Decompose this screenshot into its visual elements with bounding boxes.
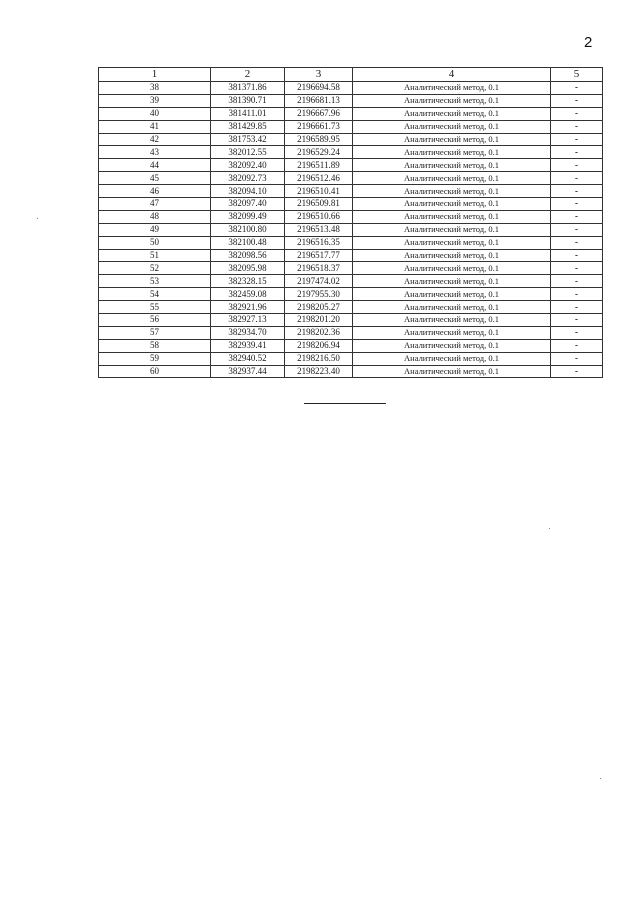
cell-point-number: 49 xyxy=(99,223,211,236)
coordinates-table xyxy=(98,67,603,378)
cell-coord-y: 2196511.89 xyxy=(285,159,353,172)
cell-method: Аналитический метод, 0.1 xyxy=(353,249,551,262)
cell-coord-x: 382012.55 xyxy=(211,146,285,159)
cell-coord-y: 2196589.95 xyxy=(285,133,353,146)
cell-point-number: 55 xyxy=(99,301,211,314)
cell-note: - xyxy=(551,326,603,339)
cell-method: Аналитический метод, 0.1 xyxy=(353,275,551,288)
cell-coord-y: 2196512.46 xyxy=(285,172,353,185)
table-row xyxy=(99,339,603,352)
cell-coord-x: 382940.52 xyxy=(211,352,285,365)
cell-coord-x: 382095.98 xyxy=(211,262,285,275)
cell-note: - xyxy=(551,120,603,133)
scan-speck xyxy=(600,778,601,779)
cell-note: - xyxy=(551,107,603,120)
cell-coord-y: 2196681.13 xyxy=(285,94,353,107)
cell-method: Аналитический метод, 0.1 xyxy=(353,159,551,172)
table-row xyxy=(99,120,603,133)
cell-method: Аналитический метод, 0.1 xyxy=(353,146,551,159)
cell-coord-y: 2198216.50 xyxy=(285,352,353,365)
cell-coord-y: 2198223.40 xyxy=(285,365,353,378)
cell-point-number: 56 xyxy=(99,314,211,327)
cell-point-number: 50 xyxy=(99,236,211,249)
cell-coord-x: 382098.56 xyxy=(211,249,285,262)
table-row xyxy=(99,185,603,198)
cell-method: Аналитический метод, 0.1 xyxy=(353,314,551,327)
table-row xyxy=(99,236,603,249)
cell-point-number: 47 xyxy=(99,198,211,211)
table-row xyxy=(99,262,603,275)
cell-note: - xyxy=(551,288,603,301)
cell-point-number: 57 xyxy=(99,326,211,339)
cell-point-number: 40 xyxy=(99,107,211,120)
cell-coord-y: 2196509.81 xyxy=(285,198,353,211)
table-row xyxy=(99,82,603,95)
cell-method: Аналитический метод, 0.1 xyxy=(353,107,551,120)
cell-note: - xyxy=(551,249,603,262)
cell-coord-y: 2196661.73 xyxy=(285,120,353,133)
table-row xyxy=(99,159,603,172)
cell-note: - xyxy=(551,314,603,327)
table-row xyxy=(99,352,603,365)
cell-point-number: 59 xyxy=(99,352,211,365)
scan-speck xyxy=(37,218,38,219)
cell-coord-x: 381429.85 xyxy=(211,120,285,133)
table-row xyxy=(99,301,603,314)
cell-note: - xyxy=(551,339,603,352)
cell-note: - xyxy=(551,275,603,288)
cell-note: - xyxy=(551,301,603,314)
cell-coord-x: 381371.86 xyxy=(211,82,285,95)
cell-coord-x: 382937.44 xyxy=(211,365,285,378)
cell-note: - xyxy=(551,159,603,172)
cell-note: - xyxy=(551,82,603,95)
cell-note: - xyxy=(551,172,603,185)
cell-coord-y: 2196694.58 xyxy=(285,82,353,95)
cell-coord-y: 2198205.27 xyxy=(285,301,353,314)
table-row xyxy=(99,288,603,301)
cell-coord-y: 2196518.37 xyxy=(285,262,353,275)
cell-point-number: 48 xyxy=(99,210,211,223)
table-row xyxy=(99,223,603,236)
cell-coord-y: 2198206.94 xyxy=(285,339,353,352)
table-row xyxy=(99,249,603,262)
cell-coord-y: 2196667.96 xyxy=(285,107,353,120)
cell-note: - xyxy=(551,94,603,107)
cell-note: - xyxy=(551,236,603,249)
cell-method: Аналитический метод, 0.1 xyxy=(353,352,551,365)
cell-coord-y: 2197474.02 xyxy=(285,275,353,288)
cell-method: Аналитический метод, 0.1 xyxy=(353,301,551,314)
cell-coord-x: 382092.40 xyxy=(211,159,285,172)
cell-point-number: 60 xyxy=(99,365,211,378)
table-row xyxy=(99,326,603,339)
cell-note: - xyxy=(551,262,603,275)
scan-speck xyxy=(549,528,550,529)
cell-method: Аналитический метод, 0.1 xyxy=(353,133,551,146)
cell-coord-x: 382927.13 xyxy=(211,314,285,327)
cell-coord-y: 2197955.30 xyxy=(285,288,353,301)
cell-method: Аналитический метод, 0.1 xyxy=(353,326,551,339)
cell-note: - xyxy=(551,223,603,236)
cell-method: Аналитический метод, 0.1 xyxy=(353,172,551,185)
cell-point-number: 58 xyxy=(99,339,211,352)
cell-coord-y: 2196510.66 xyxy=(285,210,353,223)
cell-coord-y: 2196510.41 xyxy=(285,185,353,198)
cell-coord-x: 382092.73 xyxy=(211,172,285,185)
cell-note: - xyxy=(551,352,603,365)
cell-coord-x: 382100.48 xyxy=(211,236,285,249)
cell-point-number: 54 xyxy=(99,288,211,301)
cell-method: Аналитический метод, 0.1 xyxy=(353,262,551,275)
cell-note: - xyxy=(551,198,603,211)
cell-method: Аналитический метод, 0.1 xyxy=(353,198,551,211)
cell-point-number: 46 xyxy=(99,185,211,198)
cell-coord-x: 382328.15 xyxy=(211,275,285,288)
cell-coord-y: 2196529.24 xyxy=(285,146,353,159)
cell-coord-x: 382099.49 xyxy=(211,210,285,223)
cell-coord-x: 382100.80 xyxy=(211,223,285,236)
cell-method: Аналитический метод, 0.1 xyxy=(353,185,551,198)
table-row xyxy=(99,146,603,159)
cell-method: Аналитический метод, 0.1 xyxy=(353,223,551,236)
cell-method: Аналитический метод, 0.1 xyxy=(353,120,551,133)
table-row xyxy=(99,107,603,120)
cell-coord-x: 381411.01 xyxy=(211,107,285,120)
cell-point-number: 45 xyxy=(99,172,211,185)
cell-point-number: 38 xyxy=(99,82,211,95)
header-col-4: 4 xyxy=(353,68,551,82)
cell-point-number: 51 xyxy=(99,249,211,262)
header-col-5: 5 xyxy=(551,68,603,82)
table-row xyxy=(99,314,603,327)
table-row xyxy=(99,172,603,185)
cell-method: Аналитический метод, 0.1 xyxy=(353,82,551,95)
cell-method: Аналитический метод, 0.1 xyxy=(353,339,551,352)
cell-coord-x: 382094.10 xyxy=(211,185,285,198)
cell-point-number: 52 xyxy=(99,262,211,275)
cell-note: - xyxy=(551,146,603,159)
header-col-3: 3 xyxy=(285,68,353,82)
header-col-2: 2 xyxy=(211,68,285,82)
closing-line xyxy=(304,403,386,404)
cell-method: Аналитический метод, 0.1 xyxy=(353,94,551,107)
cell-coord-x: 381390.71 xyxy=(211,94,285,107)
cell-method: Аналитический метод, 0.1 xyxy=(353,210,551,223)
cell-note: - xyxy=(551,365,603,378)
page-number: 2 xyxy=(584,34,593,51)
cell-note: - xyxy=(551,133,603,146)
table-header-row xyxy=(99,68,603,82)
cell-coord-x: 381753.42 xyxy=(211,133,285,146)
cell-point-number: 53 xyxy=(99,275,211,288)
cell-point-number: 43 xyxy=(99,146,211,159)
table-row xyxy=(99,198,603,211)
table-row xyxy=(99,365,603,378)
cell-coord-x: 382097.40 xyxy=(211,198,285,211)
cell-coord-x: 382934.70 xyxy=(211,326,285,339)
cell-coord-y: 2196516.35 xyxy=(285,236,353,249)
cell-coord-x: 382459.08 xyxy=(211,288,285,301)
cell-point-number: 41 xyxy=(99,120,211,133)
cell-coord-y: 2198202.36 xyxy=(285,326,353,339)
cell-note: - xyxy=(551,185,603,198)
cell-method: Аналитический метод, 0.1 xyxy=(353,236,551,249)
cell-point-number: 44 xyxy=(99,159,211,172)
cell-method: Аналитический метод, 0.1 xyxy=(353,365,551,378)
cell-coord-x: 382921.96 xyxy=(211,301,285,314)
cell-method: Аналитический метод, 0.1 xyxy=(353,288,551,301)
cell-point-number: 39 xyxy=(99,94,211,107)
cell-coord-y: 2196517.77 xyxy=(285,249,353,262)
table-row xyxy=(99,133,603,146)
table-row xyxy=(99,210,603,223)
cell-note: - xyxy=(551,210,603,223)
header-col-1: 1 xyxy=(99,68,211,82)
cell-point-number: 42 xyxy=(99,133,211,146)
table-row xyxy=(99,94,603,107)
table-row xyxy=(99,275,603,288)
cell-coord-y: 2198201.20 xyxy=(285,314,353,327)
cell-coord-y: 2196513.48 xyxy=(285,223,353,236)
cell-coord-x: 382939.41 xyxy=(211,339,285,352)
table-body xyxy=(99,82,603,378)
